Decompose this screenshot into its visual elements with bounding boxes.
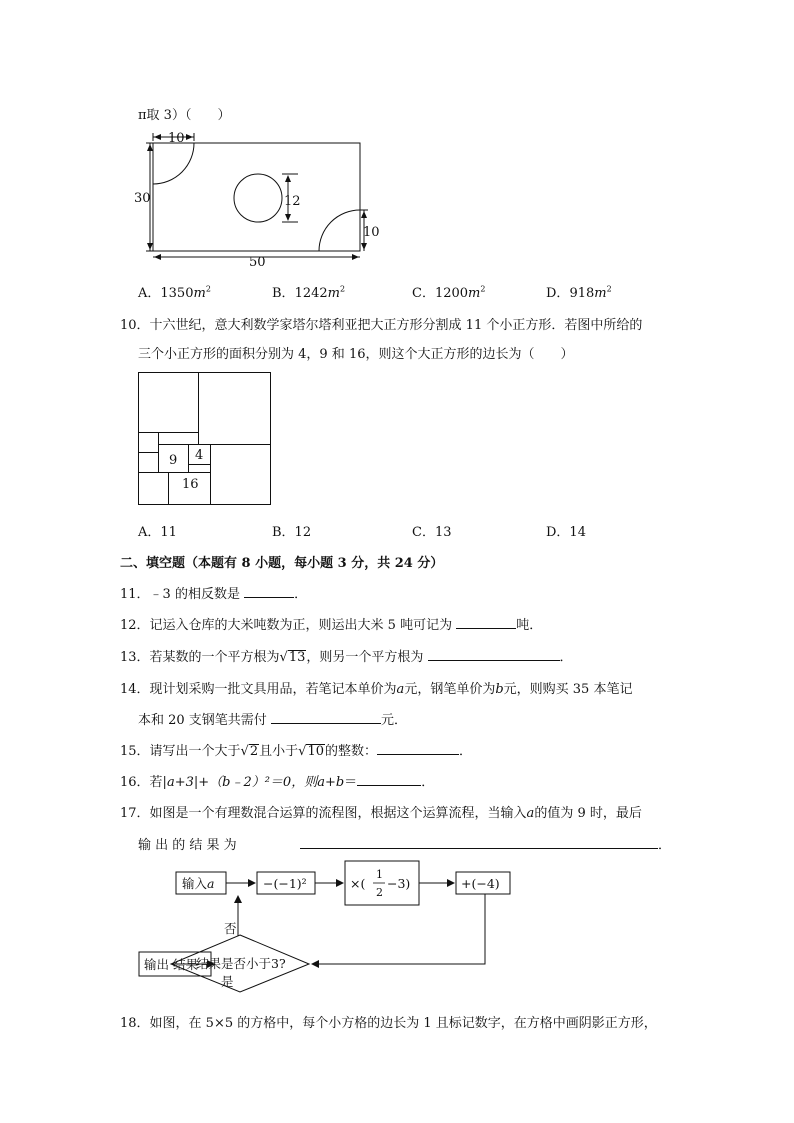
q14-line2: 本和 20 支钢笔共需付 元． [138,713,407,728]
q13: 13．若某数的一个平方根为√13，则另一个平方根为 ． [120,650,573,665]
q13-radicand: 13 [288,650,306,665]
q9-option-c[interactable]: C．$1200m^2$ [412,284,486,301]
q17-answer: ． [300,834,671,853]
q10-option-b[interactable]: B．12 [272,525,312,540]
flow-step3-label: +(−4) [461,876,500,891]
q10-square-16: 16 [182,477,199,492]
q9-label-corner: 10 [363,225,380,240]
q10-line2: 三个小正方形的面积分别为 4，9 和 16，则这个大正方形的边长为（ ） [138,347,574,362]
flow-step2-post: −3) [387,876,411,891]
q9-circle [234,174,282,222]
flow-decision-label: 结果是否小于3? [196,956,286,971]
q9-label-circle: 12 [284,194,301,209]
q9-option-d[interactable]: D．$918m^2$ [546,284,612,301]
q9-quarter-arc-br [319,210,360,251]
q12-blank[interactable] [456,616,516,629]
q17-blank[interactable] [300,836,658,849]
q15: 15．请写出一个大于√2且小于√10的整数： ． [120,744,473,759]
q12: 12．记运入仓库的大米吨数为正，则运出大米 5 吨可记为 吨． [120,618,543,633]
q10-option-c[interactable]: C．13 [412,525,452,540]
flow-step2-den: 2 [376,886,383,899]
q16-blank[interactable] [357,773,421,786]
q17-flowchart [130,856,510,992]
q9-option-a[interactable]: A．$1350m^2$ [138,284,211,301]
q10-square-4: 4 [195,448,204,463]
q9-tail: π取 3）（ ） [138,108,231,123]
q11-blank[interactable] [244,585,294,598]
q16: 16．若|a+3|+（b﹣2）²＝0，则a+b＝ ． [120,775,435,790]
q13-blank[interactable] [428,648,560,661]
q17-line1: 17．如图是一个有理数混合运算的流程图，根据这个运算流程，当输入a的值为 9 时，最后 [120,806,642,821]
q10-square-9: 9 [169,453,178,468]
q9-option-b[interactable]: B．$1242m^2$ [272,284,346,301]
q14-line1: 14．现计划采购一批文具用品，若笔记本单价为a元，钢笔单价为b元，则购买 35 本笔记 [120,682,633,697]
q17-line2: 输 出 的 结 果 为 [138,838,237,853]
q15-blank[interactable] [377,742,459,755]
q18: 18．如图，在 5×5 的方格中，每个小方格的边长为 1 且标记数字，在方格中画阴影正方形， [120,1016,657,1031]
flow-step2-pre: ×( [350,876,366,891]
q10-option-d[interactable]: D．14 [546,525,586,540]
q9-quarter-arc-tl [153,143,194,184]
flow-no-label: 否 [224,921,237,936]
q10-line1: 10．十六世纪，意大利数学家塔尔塔利亚把大正方形分割成 11 个小正方形．若图中所给的 [120,318,643,333]
flow-yes-label: 是 [221,974,234,989]
flow-step2-num: 1 [376,868,383,881]
q9-figure [134,128,380,270]
flow-input-label: 输入a [182,876,215,891]
flow-step1-label: −(−1)² [263,876,307,891]
section-heading: 二、填空题（本题有 8 小题，每小题 3 分，共 24 分） [120,556,444,571]
q10-figure [138,372,272,506]
q9-label-top: 10 [168,131,185,146]
q11: 11．﹣3 的相反数是 ． [120,587,308,602]
flow-output-label: 输出 结果 [144,957,198,972]
q9-label-left: 30 [134,191,151,206]
q9-label-bottom: 50 [249,255,266,270]
q10-option-a[interactable]: A．11 [138,525,177,540]
q14-blank[interactable] [271,711,381,724]
